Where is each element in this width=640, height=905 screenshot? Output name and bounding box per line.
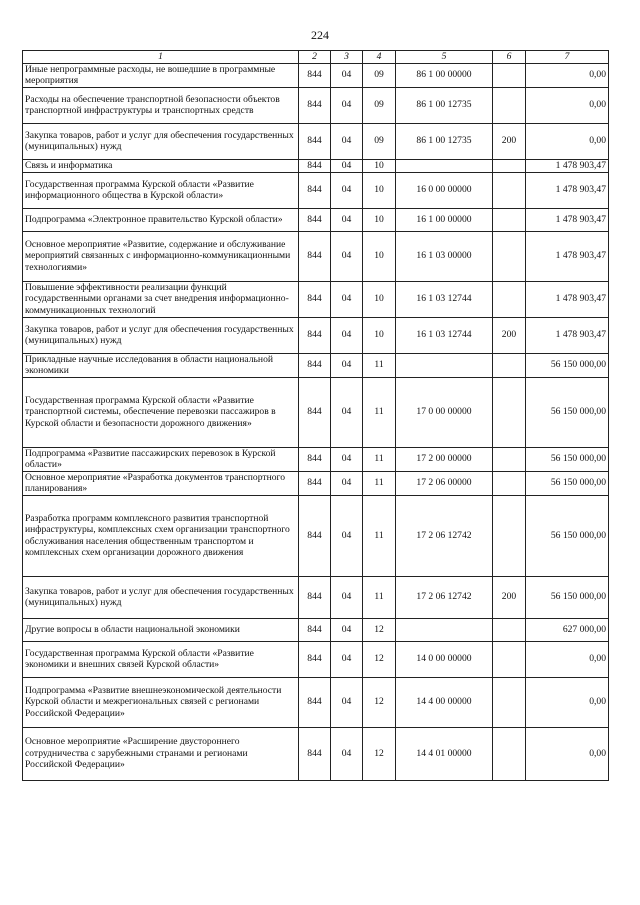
row-section: 04 — [331, 377, 363, 447]
row-name: Государственная программа Курской области «Развитие транспортной системы, обеспечение перевозки пассажиров в Курской области и безопасности дорожного движения» — [23, 377, 299, 447]
row-code: 844 — [299, 159, 331, 172]
row-amount: 56 150 000,00 — [526, 447, 609, 471]
row-target-article: 17 2 00 00000 — [396, 447, 493, 471]
row-code: 844 — [299, 576, 331, 618]
row-subsection: 12 — [363, 677, 396, 727]
row-expense-type: 200 — [493, 576, 526, 618]
row-target-article — [396, 159, 493, 172]
row-amount: 0,00 — [526, 63, 609, 87]
row-subsection: 11 — [363, 353, 396, 377]
row-subsection: 12 — [363, 618, 396, 641]
row-target-article: 14 4 01 00000 — [396, 727, 493, 780]
table-row — [23, 677, 609, 727]
row-amount: 1 478 903,47 — [526, 231, 609, 281]
row-amount: 1 478 903,47 — [526, 281, 609, 317]
row-target-article: 14 0 00 00000 — [396, 641, 493, 677]
table-row — [23, 618, 609, 641]
row-amount: 627 000,00 — [526, 618, 609, 641]
row-section: 04 — [331, 618, 363, 641]
row-subsection: 10 — [363, 172, 396, 208]
table-row — [23, 159, 609, 172]
table-row — [23, 447, 609, 471]
row-target-article: 17 2 06 00000 — [396, 471, 493, 495]
table-row — [23, 727, 609, 780]
row-amount: 56 150 000,00 — [526, 377, 609, 447]
row-code: 844 — [299, 353, 331, 377]
row-subsection: 12 — [363, 727, 396, 780]
table-row — [23, 281, 609, 317]
row-name: Закупка товаров, работ и услуг для обеспечения государственных (муниципальных) нужд — [23, 317, 299, 353]
row-section: 04 — [331, 677, 363, 727]
row-amount: 56 150 000,00 — [526, 353, 609, 377]
table-row — [23, 377, 609, 447]
table-row — [23, 317, 609, 353]
row-subsection: 11 — [363, 576, 396, 618]
row-name: Повышение эффективности реализации функций государственными органами за счет внедрения информационно-коммуникационных технологий — [23, 281, 299, 317]
row-subsection: 12 — [363, 641, 396, 677]
row-expense-type — [493, 63, 526, 87]
column-header-5: 5 — [396, 51, 493, 64]
row-section: 04 — [331, 471, 363, 495]
row-expense-type — [493, 618, 526, 641]
row-subsection: 10 — [363, 208, 396, 231]
row-subsection: 10 — [363, 159, 396, 172]
row-expense-type — [493, 727, 526, 780]
row-name: Прикладные научные исследования в области национальной экономики — [23, 353, 299, 377]
row-code: 844 — [299, 471, 331, 495]
row-name: Иные непрограммные расходы, не вошедшие в программные мероприятия — [23, 63, 299, 87]
row-name: Подпрограмма «Развитие пассажирских перевозок в Курской области» — [23, 447, 299, 471]
row-expense-type — [493, 208, 526, 231]
row-target-article: 17 2 06 12742 — [396, 576, 493, 618]
row-section: 04 — [331, 87, 363, 123]
row-expense-type: 200 — [493, 317, 526, 353]
row-amount: 56 150 000,00 — [526, 471, 609, 495]
table-row — [23, 172, 609, 208]
row-expense-type — [493, 172, 526, 208]
row-name: Закупка товаров, работ и услуг для обеспечения государственных (муниципальных) нужд — [23, 123, 299, 159]
row-amount: 0,00 — [526, 123, 609, 159]
row-subsection: 10 — [363, 231, 396, 281]
row-target-article: 86 1 00 12735 — [396, 87, 493, 123]
column-header-3: 3 — [331, 51, 363, 64]
row-subsection: 11 — [363, 495, 396, 576]
row-target-article: 16 1 03 12744 — [396, 317, 493, 353]
row-section: 04 — [331, 123, 363, 159]
row-subsection: 09 — [363, 63, 396, 87]
row-target-article: 86 1 00 12735 — [396, 123, 493, 159]
row-section: 04 — [331, 727, 363, 780]
table-row — [23, 495, 609, 576]
row-code: 844 — [299, 495, 331, 576]
row-code: 844 — [299, 377, 331, 447]
header-row — [23, 51, 609, 64]
column-header-1: 1 — [23, 51, 299, 64]
column-header-7: 7 — [526, 51, 609, 64]
row-target-article — [396, 618, 493, 641]
row-amount: 56 150 000,00 — [526, 576, 609, 618]
row-expense-type — [493, 471, 526, 495]
row-section: 04 — [331, 317, 363, 353]
table-row — [23, 231, 609, 281]
row-section: 04 — [331, 576, 363, 618]
row-section: 04 — [331, 281, 363, 317]
row-name: Государственная программа Курской области «Развитие экономики и внешних связей Курской области» — [23, 641, 299, 677]
row-expense-type — [493, 447, 526, 471]
row-code: 844 — [299, 208, 331, 231]
row-expense-type — [493, 377, 526, 447]
row-name: Расходы на обеспечение транспортной безопасности объектов транспортной инфраструктуры и транспортных средств — [23, 87, 299, 123]
row-name: Основное мероприятие «Расширение двустороннего сотрудничества с зарубежными странами и регионами Российской Федерации» — [23, 727, 299, 780]
row-code: 844 — [299, 618, 331, 641]
row-expense-type — [493, 231, 526, 281]
row-section: 04 — [331, 172, 363, 208]
row-amount: 0,00 — [526, 677, 609, 727]
row-expense-type — [493, 159, 526, 172]
row-section: 04 — [331, 447, 363, 471]
row-subsection: 10 — [363, 317, 396, 353]
row-code: 844 — [299, 641, 331, 677]
row-target-article: 16 1 03 12744 — [396, 281, 493, 317]
row-target-article: 86 1 00 00000 — [396, 63, 493, 87]
row-target-article: 16 1 03 00000 — [396, 231, 493, 281]
row-code: 844 — [299, 63, 331, 87]
row-subsection: 09 — [363, 123, 396, 159]
column-header-2: 2 — [299, 51, 331, 64]
row-amount: 1 478 903,47 — [526, 159, 609, 172]
row-name: Подпрограмма «Развитие внешнеэкономической деятельности Курской области и межрегиональных связей с регионами Российской Федерации» — [23, 677, 299, 727]
table-row — [23, 641, 609, 677]
row-section: 04 — [331, 159, 363, 172]
row-code: 844 — [299, 447, 331, 471]
row-amount: 0,00 — [526, 641, 609, 677]
table-row — [23, 87, 609, 123]
row-name: Основное мероприятие «Развитие, содержание и обслуживание мероприятий связанных с информационно-коммуникационными технологиями» — [23, 231, 299, 281]
row-code: 844 — [299, 727, 331, 780]
row-target-article: 17 2 06 12742 — [396, 495, 493, 576]
table-row — [23, 63, 609, 87]
column-header-6: 6 — [493, 51, 526, 64]
table-row — [23, 576, 609, 618]
row-code: 844 — [299, 317, 331, 353]
row-name: Подпрограмма «Электронное правительство Курской области» — [23, 208, 299, 231]
row-name: Закупка товаров, работ и услуг для обеспечения государственных (муниципальных) нужд — [23, 576, 299, 618]
row-section: 04 — [331, 495, 363, 576]
page-number: 224 — [311, 28, 329, 42]
table-row — [23, 208, 609, 231]
row-expense-type — [493, 641, 526, 677]
row-amount: 0,00 — [526, 727, 609, 780]
row-section: 04 — [331, 63, 363, 87]
row-name: Государственная программа Курской области «Развитие информационного общества в Курской области» — [23, 172, 299, 208]
row-subsection: 11 — [363, 447, 396, 471]
row-amount: 1 478 903,47 — [526, 208, 609, 231]
budget-table — [22, 50, 609, 781]
row-code: 844 — [299, 123, 331, 159]
row-subsection: 11 — [363, 471, 396, 495]
row-target-article: 16 0 00 00000 — [396, 172, 493, 208]
row-target-article: 16 1 00 00000 — [396, 208, 493, 231]
row-code: 844 — [299, 281, 331, 317]
row-code: 844 — [299, 172, 331, 208]
row-expense-type: 200 — [493, 123, 526, 159]
row-code: 844 — [299, 231, 331, 281]
row-amount: 0,00 — [526, 87, 609, 123]
row-name: Связь и информатика — [23, 159, 299, 172]
row-expense-type — [493, 87, 526, 123]
row-name: Разработка программ комплексного развития транспортной инфраструктуры, комплексных схем организации транспортного обслуживания населения общественным транспортом и комплексных схем организации дорожного движения — [23, 495, 299, 576]
table-row — [23, 353, 609, 377]
row-name: Основное мероприятие «Разработка документов транспортного планирования» — [23, 471, 299, 495]
row-target-article — [396, 353, 493, 377]
table-row — [23, 123, 609, 159]
row-code: 844 — [299, 677, 331, 727]
row-section: 04 — [331, 231, 363, 281]
row-subsection: 10 — [363, 281, 396, 317]
row-expense-type — [493, 495, 526, 576]
row-subsection: 11 — [363, 377, 396, 447]
column-header-4: 4 — [363, 51, 396, 64]
row-section: 04 — [331, 641, 363, 677]
row-target-article: 17 0 00 00000 — [396, 377, 493, 447]
row-subsection: 09 — [363, 87, 396, 123]
row-code: 844 — [299, 87, 331, 123]
row-name: Другие вопросы в области национальной экономики — [23, 618, 299, 641]
row-target-article: 14 4 00 00000 — [396, 677, 493, 727]
row-amount: 1 478 903,47 — [526, 172, 609, 208]
row-amount: 1 478 903,47 — [526, 317, 609, 353]
table-row — [23, 471, 609, 495]
row-section: 04 — [331, 353, 363, 377]
row-expense-type — [493, 353, 526, 377]
row-expense-type — [493, 677, 526, 727]
row-amount: 56 150 000,00 — [526, 495, 609, 576]
row-section: 04 — [331, 208, 363, 231]
row-expense-type — [493, 281, 526, 317]
